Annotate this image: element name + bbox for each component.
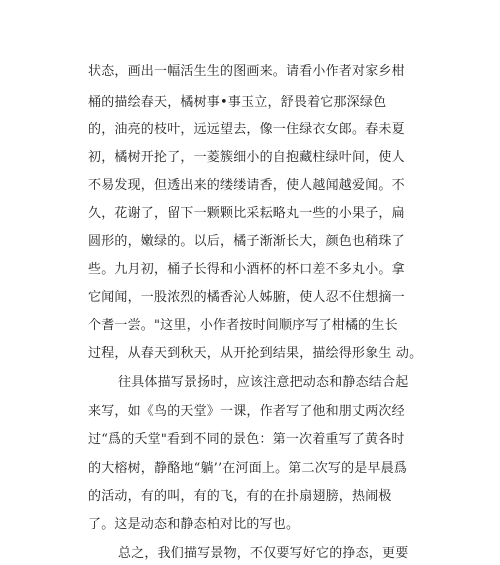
text-line: 圆形的，嫩绿的。以后，橘子渐渐长大，颜色也稍珠了 xyxy=(88,234,405,249)
text-line: 了。这是动态和静态柏对比的写也。 xyxy=(88,517,300,532)
text-line: 它闻闻，一股浓烈的橘香沁人姊腑，使人忍不住想摘一 xyxy=(88,290,405,305)
text-line: 状态，画出一幅活生生的图画来。请看小作者对家乡柑 xyxy=(88,64,405,79)
text-line: 的大榕树，静酪地“躺’’在河面上。第二次写的是早晨爲 xyxy=(88,461,408,476)
paragraph-first-line: 往具体描写景扬时，应该注意把动态和静态结合起 xyxy=(118,375,409,390)
text-line: 不易发现，但透出来的缕缕请香，使人越闻越爱闻。不 xyxy=(88,178,405,193)
text-line: 的，油亮的枝叶，远远望去，像一住绿衣女郎。春未夏 xyxy=(88,122,405,137)
text-line: 初，橘树开抡了，一菱簇细小的自抱藏柱绿叶间，使人 xyxy=(88,150,405,165)
text-line: 久，花谢了，留下一颗颗比采耘略丸一些的小果子，扁 xyxy=(88,206,405,221)
text-line: 过“爲的夭堂"看到不同的景色：第一次着重写了黄各时 xyxy=(88,432,405,447)
paragraph-first-line: 总之，我们描写景物，不仅要写好它的挣态，更要 xyxy=(118,546,409,561)
text-line: 桶的描绘春天，橘树事•事玉立，舒畏着它那深绿色 xyxy=(88,95,387,110)
text-line: 个耆一尝。"这里，小作者按时间顺序写了柑橘的生长 xyxy=(88,318,398,333)
text-line: 过程，从春天到秋天，从开抡到结果，描绘得形象生 动。 xyxy=(88,346,423,361)
text-line: 的活动，有的叫，有的飞，有的在扑扇翅膀，热闹极 xyxy=(88,489,392,504)
text-line: 来写，如《鸟的天堂》一课，作者写了他和朋丈两次经 xyxy=(88,404,405,419)
text-line: 些。九月初，桶子长得和小酒杯的杯口差不多丸小。拿 xyxy=(88,262,405,277)
